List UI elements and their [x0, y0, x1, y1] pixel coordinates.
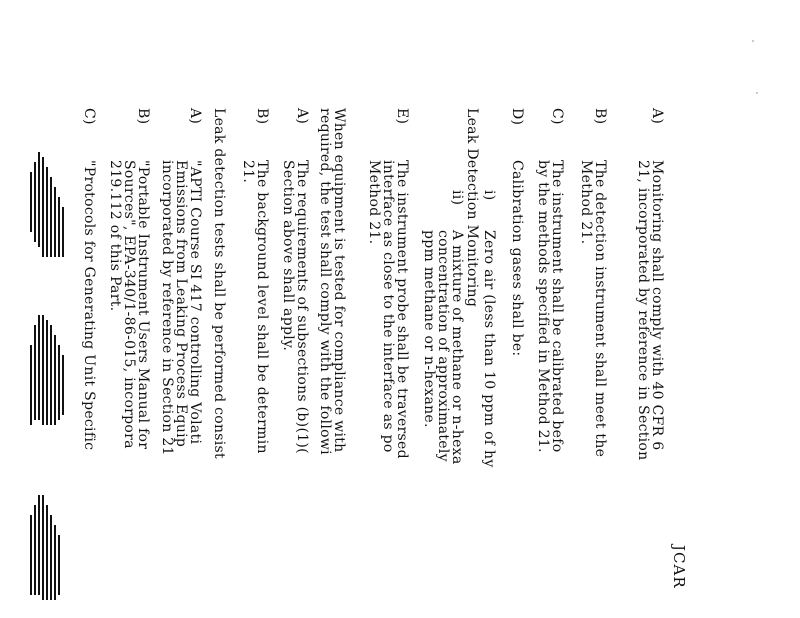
text-line: Leak Detection Monitoring [464, 108, 480, 308]
text-line: The instrument shall be calibrated befo [549, 160, 565, 453]
text-line: Sources", EPA-340/1-86-015, incorpora [121, 160, 137, 449]
text-line: Emissions from Leaking Process Equip [173, 160, 189, 448]
text-line: B) [592, 108, 608, 125]
text-line: Method 21. [366, 160, 382, 245]
text-line: by the methods specified in Method 21. [535, 160, 551, 453]
text-line: Calibration gases shall be: [509, 160, 525, 357]
text-line: B) [135, 108, 151, 125]
text-line: 219.112 of this Part. [107, 160, 123, 312]
text-line: ii) [449, 190, 465, 206]
text-line: ppm methane or n-hexane. [421, 230, 437, 428]
header-jcar: JCAR [670, 545, 688, 589]
text-line: The requirements of subsections (b)(1)( [294, 160, 310, 454]
text-line: A mixture of methane or n-hexa [449, 230, 465, 465]
text-line: Section above shall apply. [280, 160, 296, 352]
text-line: The instrument probe shall be traversed [394, 160, 410, 459]
text-line: required, the test shall comply with the followi [317, 108, 333, 455]
text-line: i) [481, 190, 497, 201]
text-line: E) [394, 108, 410, 125]
text-line: "Portable Instrument Users Manual for [135, 160, 151, 450]
text-line: When equipment is tested for compliance with [331, 108, 347, 453]
text-line: B) [254, 108, 270, 125]
text-line: Zero air (less than 10 ppm of hy [481, 230, 497, 468]
text-line: C) [81, 108, 97, 125]
text-line: "Protocols for Generating Unit Specific [81, 160, 97, 451]
text-line: A) [649, 108, 665, 125]
text-line: The background level shall be determin [254, 160, 270, 454]
text-line: Leak detection tests shall be performed consist [211, 108, 227, 459]
scan-speck [752, 40, 754, 42]
barcode-stamp-top [30, 152, 70, 262]
text-line: concentration of approximately [435, 230, 451, 462]
barcode-stamp-middle [30, 315, 70, 435]
text-line: Method 21. [578, 160, 594, 245]
text-line: The detection instrument shall meet the [592, 160, 608, 458]
text-line: 21. [240, 160, 256, 184]
text-line: A) [187, 108, 203, 125]
text-line: interface as close to the interface as po [380, 160, 396, 453]
text-line: Monitoring shall comply with 40 CFR 6 [649, 160, 665, 451]
scan-speck [756, 92, 758, 94]
text-line: "APTI Course SI 417 controlling Volati [187, 160, 203, 445]
text-line: A) [294, 108, 310, 125]
text-line: C) [549, 108, 565, 125]
text-line: 21, incorporated by reference in Section [635, 160, 651, 461]
barcode-stamp-bottom [30, 495, 70, 605]
text-line: incorporated by reference in Section 21 [159, 160, 175, 456]
text-line: D) [509, 108, 525, 126]
